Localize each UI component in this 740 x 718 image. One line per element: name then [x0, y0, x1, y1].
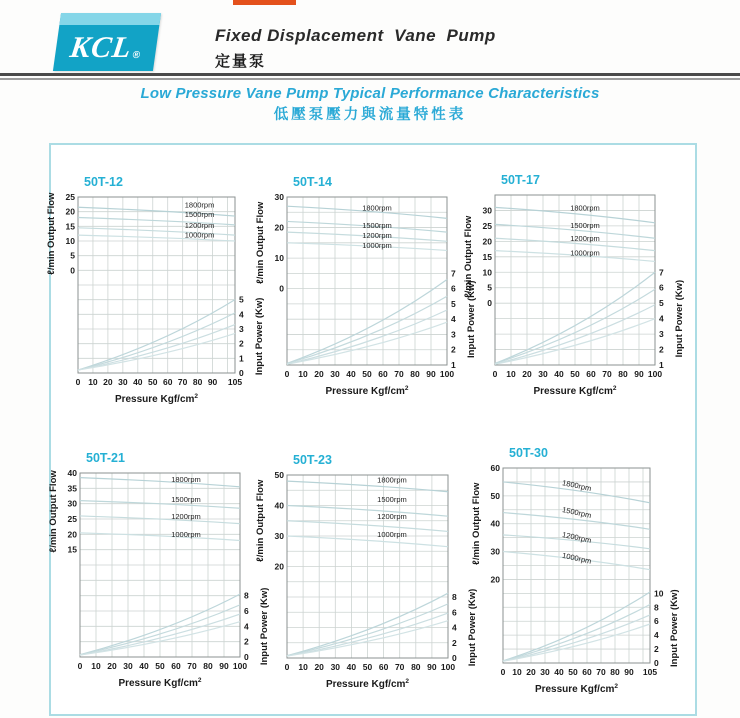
svg-text:50: 50 — [362, 369, 372, 379]
svg-text:30: 30 — [330, 662, 341, 672]
svg-text:6: 6 — [244, 606, 249, 616]
svg-text:60: 60 — [162, 377, 173, 387]
svg-text:0: 0 — [279, 283, 284, 294]
svg-text:7: 7 — [659, 267, 664, 278]
svg-text:6: 6 — [452, 607, 457, 618]
svg-text:3: 3 — [451, 329, 456, 340]
legend-item-1800rpm: 1800rpm — [362, 203, 392, 213]
flow-axis-label: ℓ/min Output Flow — [255, 479, 266, 562]
svg-text:100: 100 — [439, 369, 455, 379]
legend-item-1200rpm: 1200rpm — [171, 512, 201, 521]
legend-item-1800rpm: 1800rpm — [561, 478, 593, 494]
svg-text:25: 25 — [65, 192, 75, 202]
svg-text:15: 15 — [65, 221, 75, 232]
svg-text:2: 2 — [239, 338, 244, 349]
svg-text:10: 10 — [298, 662, 308, 672]
svg-text:10: 10 — [88, 377, 98, 387]
chart-title: 50T-14 — [293, 175, 332, 189]
legend-item-1800rpm: 1800rpm — [377, 475, 407, 485]
svg-text:10: 10 — [482, 267, 492, 278]
legend-item-1800rpm: 1800rpm — [171, 475, 201, 485]
svg-text:50: 50 — [155, 661, 165, 671]
svg-text:20: 20 — [103, 377, 113, 387]
legend-item-1000rpm: 1000rpm — [362, 241, 392, 251]
svg-text:0: 0 — [500, 667, 506, 677]
legend-item-1500rpm: 1500rpm — [377, 494, 407, 504]
svg-text:10: 10 — [298, 369, 308, 379]
svg-text:30: 30 — [482, 205, 492, 216]
chart-title: 50T-23 — [293, 453, 332, 467]
svg-text:1: 1 — [239, 353, 244, 364]
logo-registered-mark: ® — [131, 49, 142, 61]
svg-text:10: 10 — [91, 661, 101, 671]
svg-text:80: 80 — [203, 661, 213, 671]
flow-axis-label: ℓ/min Output Flow — [48, 470, 59, 553]
svg-text:0: 0 — [70, 265, 75, 276]
svg-text:20: 20 — [522, 369, 532, 379]
svg-text:10: 10 — [654, 588, 664, 599]
legend-item-1200rpm: 1200rpm — [377, 511, 407, 521]
page-title: Fixed Displacement Vane Pump — [215, 26, 496, 45]
svg-text:0: 0 — [284, 662, 290, 672]
svg-text:0: 0 — [492, 369, 498, 379]
svg-text:40: 40 — [274, 500, 284, 511]
power-axis-label: Input Power (Kw) — [259, 587, 270, 666]
flow-axis-label: ℓ/min Output Flow — [46, 192, 58, 275]
legend-item-1000rpm: 1000rpm — [561, 550, 593, 566]
svg-text:90: 90 — [207, 377, 218, 387]
flow-axis-label: ℓ/min Output Flow — [471, 482, 482, 565]
svg-text:10: 10 — [506, 369, 516, 379]
svg-text:20: 20 — [67, 529, 77, 540]
svg-text:25: 25 — [67, 514, 77, 524]
chart-title: 50T-30 — [509, 446, 548, 460]
header-text — [215, 26, 496, 71]
svg-text:1: 1 — [659, 360, 664, 370]
svg-text:0: 0 — [75, 377, 81, 387]
svg-text:5: 5 — [659, 298, 664, 309]
svg-text:0: 0 — [452, 653, 457, 663]
svg-text:40: 40 — [67, 468, 77, 478]
svg-text:10: 10 — [274, 253, 284, 264]
svg-text:6: 6 — [659, 282, 664, 293]
svg-text:20: 20 — [107, 661, 117, 671]
header-rule-dark — [0, 73, 740, 76]
svg-text:60: 60 — [378, 662, 389, 672]
svg-text:20: 20 — [482, 236, 492, 247]
x-axis-label: Pressure Kgf/$cm^2$ — [114, 393, 199, 405]
legend-item-1500rpm: 1500rpm — [362, 221, 392, 231]
svg-text:0: 0 — [77, 661, 83, 671]
svg-text:40: 40 — [346, 369, 356, 379]
power-axis-label: Input Power (Kw) — [669, 589, 680, 667]
legend-item-1200rpm: 1200rpm — [561, 529, 593, 545]
svg-text:30: 30 — [118, 377, 128, 387]
svg-text:3: 3 — [659, 329, 664, 340]
svg-text:50: 50 — [274, 470, 284, 480]
svg-text:100: 100 — [232, 661, 248, 671]
svg-text:100: 100 — [440, 662, 456, 672]
svg-text:90: 90 — [426, 369, 436, 379]
svg-text:6: 6 — [654, 616, 659, 627]
svg-text:2: 2 — [654, 644, 659, 655]
logo-body — [53, 25, 159, 71]
svg-text:100: 100 — [647, 369, 663, 379]
x-axis-label: Pressure Kgf/$cm^2$ — [325, 385, 409, 397]
svg-text:10: 10 — [512, 667, 522, 677]
legend-item-1000rpm: 1000rpm — [171, 530, 201, 540]
svg-text:20: 20 — [490, 574, 500, 585]
legend-item-1000rpm: 1000rpm — [377, 530, 407, 540]
svg-text:10: 10 — [65, 236, 75, 246]
svg-text:4: 4 — [244, 621, 249, 632]
svg-text:30: 30 — [123, 661, 133, 671]
legend-item-1200rpm: 1200rpm — [570, 233, 600, 243]
legend-item-1200rpm: 1200rpm — [362, 231, 392, 241]
svg-text:70: 70 — [394, 369, 404, 379]
svg-text:0: 0 — [244, 652, 249, 662]
svg-text:90: 90 — [219, 661, 229, 671]
svg-text:30: 30 — [490, 546, 500, 557]
svg-text:40: 40 — [554, 667, 564, 677]
flow-axis-label: ℓ/min Output Flow — [255, 201, 266, 284]
svg-text:70: 70 — [177, 377, 188, 387]
chart-title: 50T-12 — [84, 175, 123, 189]
svg-text:5: 5 — [239, 294, 244, 305]
svg-text:60: 60 — [490, 463, 500, 473]
svg-text:15: 15 — [482, 251, 492, 262]
svg-text:35: 35 — [67, 483, 77, 494]
x-axis-label: Pressure Kgf/$cm^2$ — [534, 683, 619, 695]
svg-text:105: 105 — [227, 377, 243, 387]
legend-item-1500rpm: 1500rpm — [171, 494, 201, 504]
legend-item-1000rpm: 1000rpm — [570, 248, 600, 258]
svg-text:1: 1 — [451, 360, 456, 370]
svg-text:5: 5 — [70, 250, 75, 261]
svg-text:40: 40 — [139, 661, 149, 671]
legend-item-1800rpm: 1800rpm — [184, 200, 215, 210]
svg-text:70: 70 — [187, 661, 197, 671]
svg-text:70: 70 — [596, 667, 606, 677]
svg-text:80: 80 — [410, 369, 420, 379]
x-axis-label: Pressure Kgf/$cm^2$ — [325, 678, 410, 690]
x-axis-label: Pressure Kgf/$cm^2$ — [118, 677, 202, 689]
power-axis-label: Input Power (Kw) — [674, 279, 685, 358]
svg-text:50: 50 — [568, 667, 578, 677]
svg-text:30: 30 — [274, 192, 284, 202]
subtitle: Low Pressure Vane Pump Typical Performance Characteristics — [140, 85, 600, 102]
svg-text:20: 20 — [526, 667, 536, 677]
legend-item-1800rpm: 1800rpm — [570, 203, 600, 213]
svg-text:90: 90 — [634, 369, 644, 379]
legend-item-1500rpm: 1500rpm — [184, 210, 215, 220]
svg-text:80: 80 — [618, 369, 628, 379]
power-axis-label: Input Power (Kw) — [466, 280, 477, 358]
svg-text:15: 15 — [67, 544, 77, 555]
svg-text:2: 2 — [452, 637, 457, 648]
svg-text:0: 0 — [284, 369, 290, 379]
logo-top-strip — [59, 13, 161, 25]
accent-bar — [233, 0, 296, 5]
svg-text:8: 8 — [244, 590, 249, 601]
flow-axis-label: ℓ/min Output Flow — [463, 215, 474, 298]
svg-text:60: 60 — [586, 369, 596, 379]
svg-text:40: 40 — [490, 518, 500, 529]
svg-text:2: 2 — [451, 344, 456, 355]
legend-item-1500rpm: 1500rpm — [570, 221, 600, 231]
svg-text:80: 80 — [411, 662, 421, 672]
svg-text:4: 4 — [451, 314, 456, 325]
svg-text:8: 8 — [452, 592, 457, 602]
svg-text:50: 50 — [148, 377, 158, 387]
svg-text:50: 50 — [362, 662, 373, 672]
logo-text: KCL — [68, 31, 135, 64]
svg-text:30: 30 — [540, 667, 550, 677]
kcl-logo — [53, 13, 161, 71]
svg-text:90: 90 — [624, 667, 634, 677]
svg-text:8: 8 — [654, 602, 659, 613]
svg-text:0: 0 — [487, 298, 492, 309]
legend-item-1000rpm: 1000rpm — [184, 230, 215, 240]
legend-item-1200rpm: 1200rpm — [184, 220, 215, 230]
svg-text:20: 20 — [314, 369, 324, 379]
svg-text:4: 4 — [452, 622, 457, 633]
svg-text:70: 70 — [394, 662, 405, 672]
power-axis-label: Input Power (Kw) — [467, 588, 478, 667]
legend-item-1500rpm: 1500rpm — [561, 505, 593, 520]
svg-text:60: 60 — [582, 667, 592, 677]
svg-text:40: 40 — [346, 662, 357, 672]
svg-text:40: 40 — [133, 377, 143, 387]
svg-text:50: 50 — [490, 490, 500, 501]
svg-text:5: 5 — [487, 282, 492, 293]
svg-text:6: 6 — [451, 283, 456, 294]
svg-text:25: 25 — [482, 220, 492, 231]
svg-text:30: 30 — [538, 369, 548, 379]
page-title-chinese: 定量泵 — [215, 53, 267, 70]
svg-text:4: 4 — [239, 309, 244, 320]
svg-text:105: 105 — [642, 667, 658, 677]
svg-text:80: 80 — [192, 377, 203, 387]
x-axis-label: Pressure Kgf/$cm^2$ — [533, 385, 617, 397]
power-axis-label: Input Power (Kw) — [254, 297, 265, 376]
svg-text:0: 0 — [239, 368, 244, 378]
svg-text:4: 4 — [654, 630, 659, 641]
svg-text:2: 2 — [244, 636, 249, 647]
svg-text:60: 60 — [171, 661, 181, 671]
svg-text:50: 50 — [570, 369, 580, 379]
svg-text:80: 80 — [610, 667, 620, 677]
svg-text:60: 60 — [378, 369, 388, 379]
svg-text:4: 4 — [659, 313, 664, 324]
svg-text:30: 30 — [274, 531, 284, 541]
svg-text:20: 20 — [65, 206, 75, 217]
svg-text:90: 90 — [427, 662, 437, 672]
svg-text:70: 70 — [602, 369, 612, 379]
svg-text:2: 2 — [659, 344, 664, 355]
svg-text:20: 20 — [274, 222, 284, 233]
svg-text:40: 40 — [554, 369, 564, 379]
svg-text:3: 3 — [239, 324, 244, 334]
chart-title: 50T-21 — [86, 451, 125, 465]
charts-panel — [49, 143, 697, 716]
chart-title: 50T-17 — [501, 173, 540, 187]
subtitle-chinese: 低壓泵壓力與流量特性表 — [273, 107, 467, 123]
svg-text:5: 5 — [451, 298, 456, 309]
svg-text:30: 30 — [330, 369, 340, 379]
svg-text:30: 30 — [67, 498, 77, 509]
svg-text:7: 7 — [451, 268, 456, 279]
svg-text:20: 20 — [314, 662, 324, 672]
svg-text:0: 0 — [654, 658, 659, 668]
header-rule-light — [0, 78, 740, 80]
svg-text:20: 20 — [274, 561, 284, 572]
